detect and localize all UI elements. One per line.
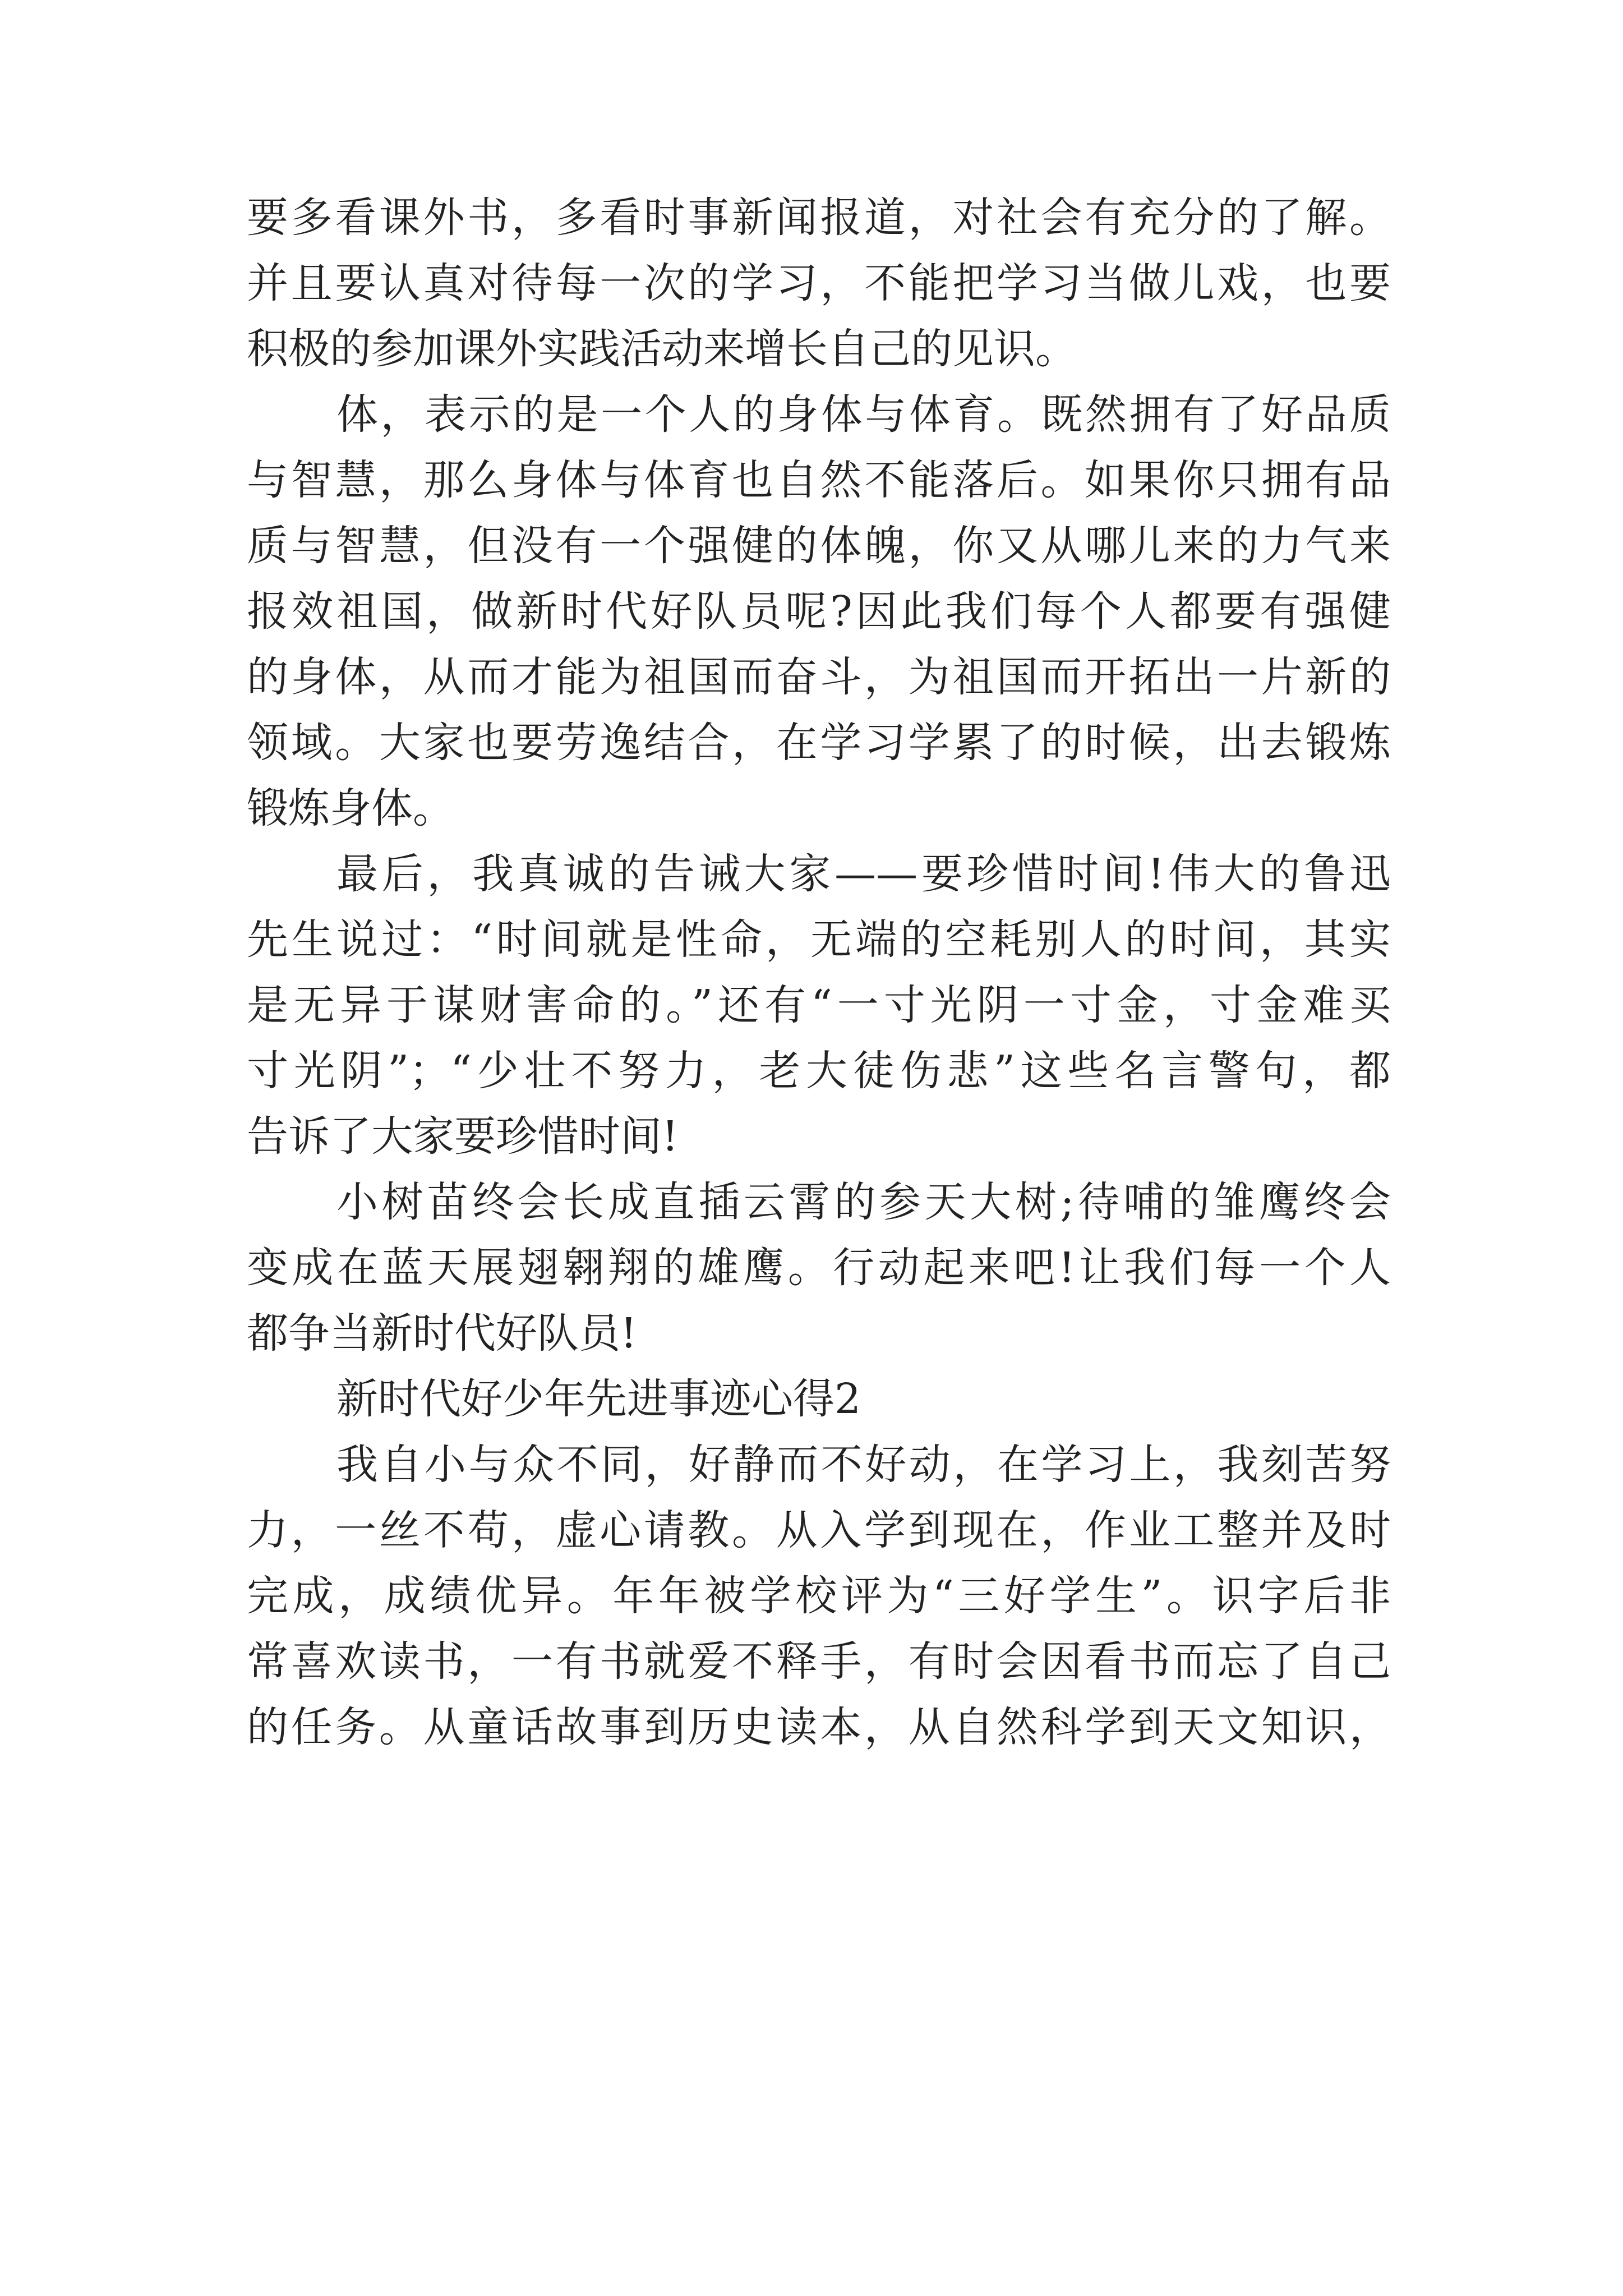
text-line: 常喜欢读书，一有书就爱不释手，有时会因看书而忘了自己 bbox=[247, 1637, 1391, 1686]
section-heading: 新时代好少年先进事迹心得2 bbox=[336, 1375, 861, 1423]
text-line: 的身体，从而才能为祖国而奋斗，为祖国而开拓出一片新的 bbox=[247, 653, 1391, 701]
text-line: 力，一丝不苟，虚心请教。从入学到现在，作业工整并及时 bbox=[247, 1506, 1391, 1554]
paragraph-start-line: 最后，我真诚的告诫大家——要珍惜时间!伟大的鲁迅 bbox=[336, 850, 1391, 898]
text-line: 报效祖国，做新时代好队员呢?因此我们每个人都要有强健 bbox=[247, 587, 1391, 636]
text-line: 质与智慧，但没有一个强健的体魄，你又从哪儿来的力气来 bbox=[247, 522, 1391, 570]
text-line: 的任务。从童话故事到历史读本，从自然科学到天文知识， bbox=[247, 1703, 1391, 1751]
text-line: 并且要认真对待每一次的学习，不能把学习当做儿戏，也要 bbox=[247, 259, 1391, 307]
text-line: 完成，成绩优异。年年被学校评为“三好学生”。识字后非 bbox=[247, 1572, 1391, 1620]
paragraph-start-line: 我自小与众不同，好静而不好动，在学习上，我刻苦努 bbox=[336, 1441, 1391, 1489]
paragraph-start-line: 小树苗终会长成直插云霄的参天大树;待哺的雏鹰终会 bbox=[336, 1178, 1391, 1226]
text-line: 要多看课外书，多看时事新闻报道，对社会有充分的了解。 bbox=[247, 194, 1391, 242]
text-line: 积极的参加课外实践活动来增长自己的见识。 bbox=[247, 325, 1077, 373]
paragraph-start-line: 体，表示的是一个人的身体与体育。既然拥有了好品质 bbox=[336, 390, 1391, 439]
text-line: 变成在蓝天展翅翱翔的雄鹰。行动起来吧!让我们每一个人 bbox=[247, 1244, 1391, 1292]
text-line: 都争当新时代好队员! bbox=[247, 1309, 637, 1358]
text-line: 领域。大家也要劳逸结合，在学习学累了的时候，出去锻炼 bbox=[247, 719, 1391, 767]
text-line: 与智慧，那么身体与体育也自然不能落后。如果你只拥有品 bbox=[247, 456, 1391, 504]
body-text bbox=[247, 185, 1391, 1760]
text-line: 先生说过：“时间就是性命，无端的空耗别人的时间，其实 bbox=[247, 915, 1391, 964]
text-line: 告诉了大家要珍惜时间! bbox=[247, 1112, 679, 1161]
text-line: 是无异于谋财害命的。”还有“一寸光阴一寸金，寸金难买 bbox=[247, 981, 1391, 1029]
text-line: 锻炼身体。 bbox=[247, 784, 454, 832]
text-line: 寸光阴”；“少壮不努力，老大徒伤悲”这些名言警句，都 bbox=[247, 1047, 1391, 1095]
